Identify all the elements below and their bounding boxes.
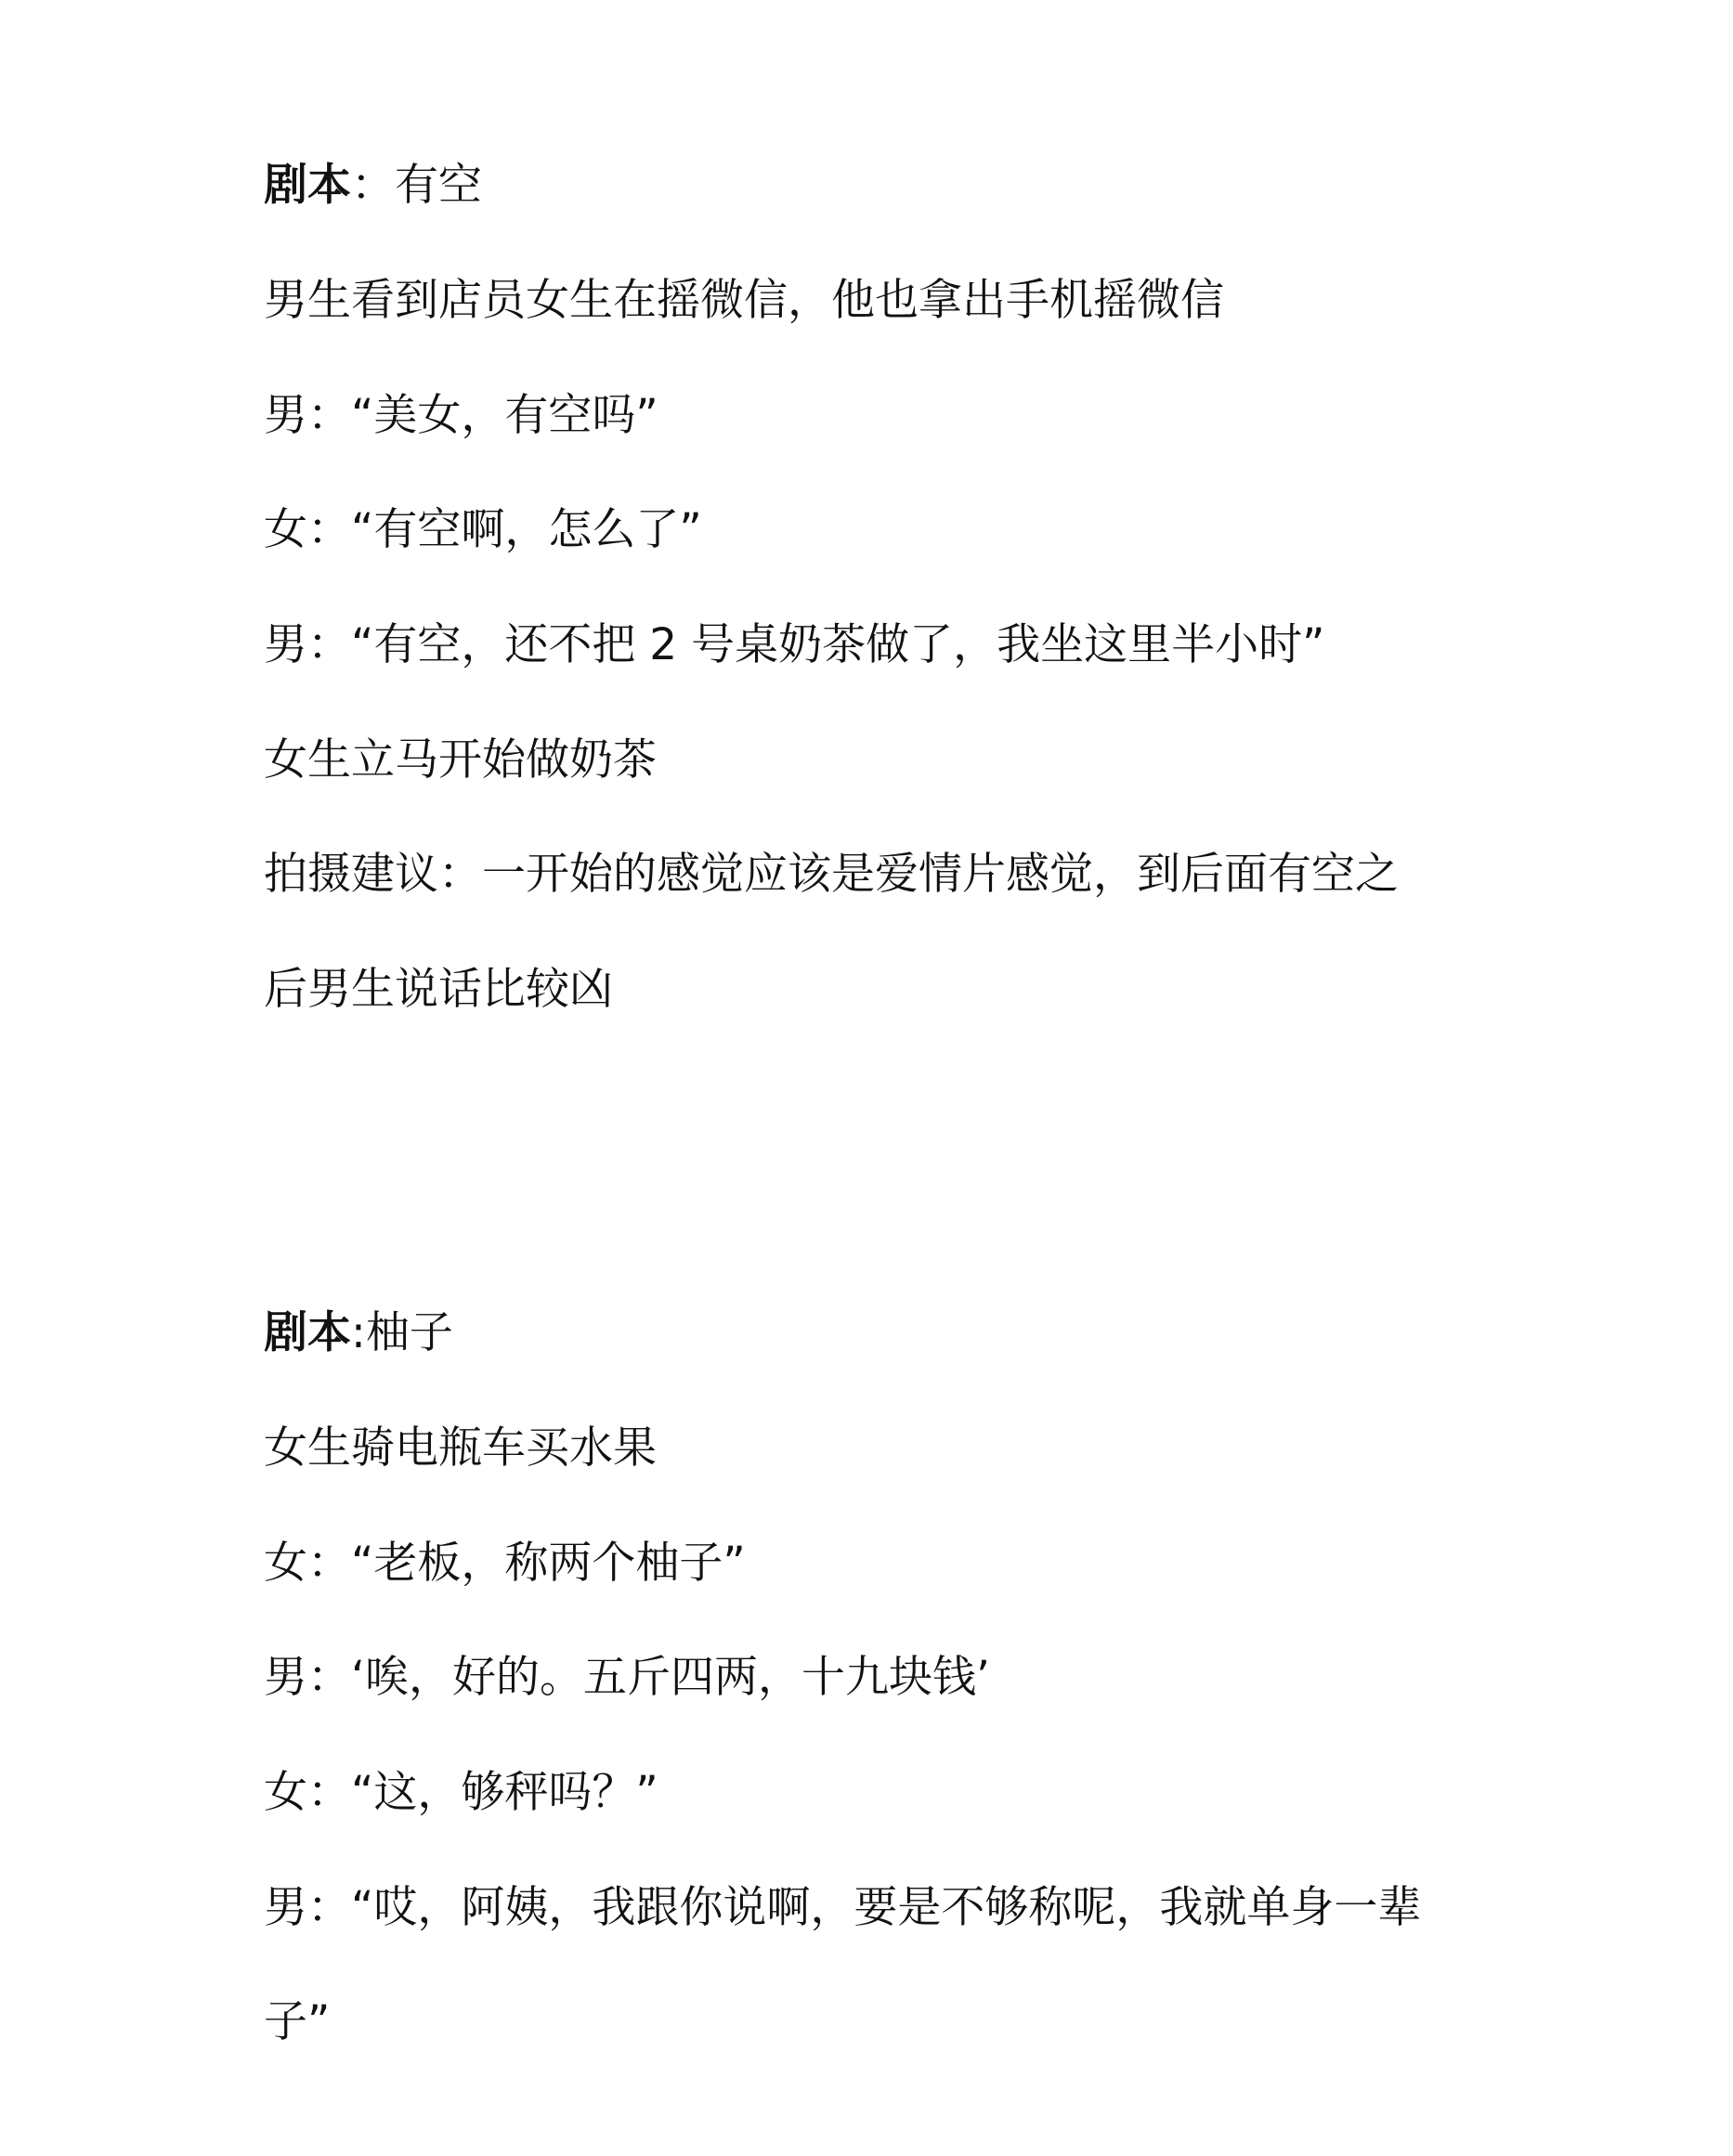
script-1-heading (264, 158, 1508, 214)
script-1-line: 男生看到店员女生在摇微信，他也拿出手机摇微信 (264, 275, 1224, 326)
script-2-line: 女生骑电瓶车买水果 (264, 1422, 657, 1474)
script-1-heading-label: 剧本 (264, 160, 351, 211)
script-1-line: 女生立马开始做奶茶 (264, 734, 657, 786)
script-2-heading-title: 柚子 (365, 1307, 453, 1358)
script-2-line: 男：‘唉，好的。五斤四两，十九块钱’ (264, 1652, 990, 1703)
script-1-line: 女：“有空啊，怎么了” (264, 504, 702, 555)
script-2-line: 女：“老板，称两个柚子” (264, 1538, 746, 1589)
script-1-heading-separator: ： (351, 160, 395, 211)
script-2-line: 子” (264, 1996, 331, 2047)
script-2-line: 男：“哎，阿姨，我跟你说啊，要是不够称呢，我就单身一辈 (264, 1882, 1422, 1933)
script-1-line: 拍摄建议：一开始的感觉应该是爱情片感觉，到后面有空之 (264, 849, 1399, 900)
script-2-heading-separator: : (351, 1307, 366, 1358)
script-1-line: 男：“有空，还不把 2 号桌奶茶做了，我坐这里半小时” (264, 619, 1325, 670)
script-1-line: 男：“美女，有空吗” (264, 390, 658, 441)
script-1-line: 后男生说话比较凶 (264, 964, 613, 1015)
script-2-heading (264, 1305, 1508, 1361)
script-2-heading-label: 剧本 (264, 1307, 351, 1358)
script-2-line: 女：“这，够秤吗？” (264, 1767, 658, 1818)
script-1-heading-title: 有空 (395, 160, 482, 211)
